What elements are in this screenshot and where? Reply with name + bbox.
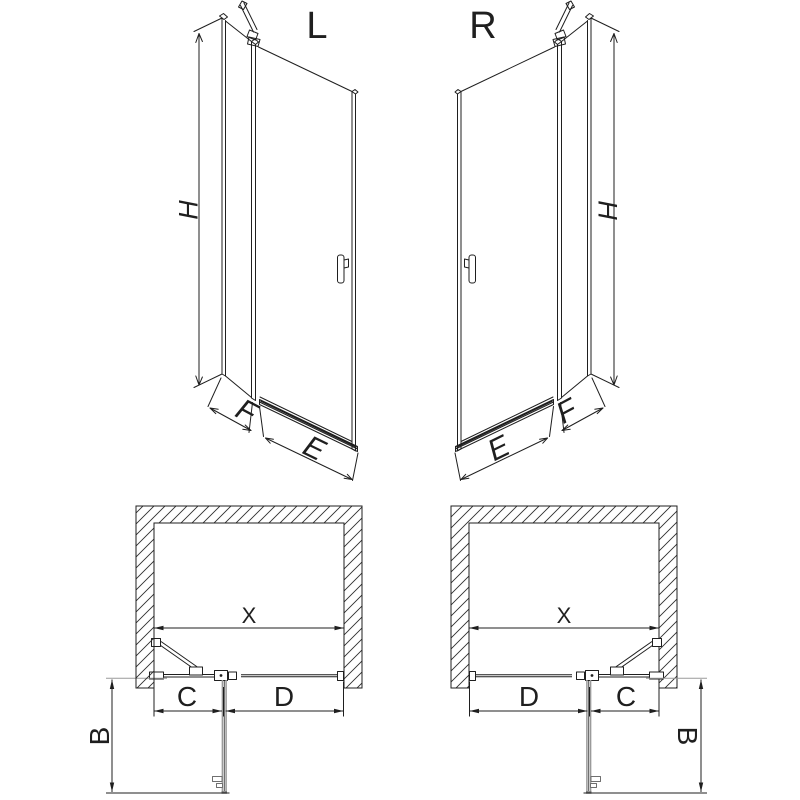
fixed-dim-label-left: F bbox=[230, 392, 263, 431]
door-dim-label-right: E bbox=[482, 429, 516, 468]
fixed-panel bbox=[226, 21, 259, 401]
door-handle bbox=[338, 255, 349, 283]
door-dim-label-left: E bbox=[297, 429, 331, 468]
plan-left-walls bbox=[136, 506, 362, 688]
fixed-plan-dim-label-right: C bbox=[615, 681, 637, 712]
variant-label-right: R bbox=[469, 5, 497, 47]
door-plan-dim-label-left: D bbox=[273, 681, 295, 712]
pivot-hinge-plan bbox=[215, 671, 237, 681]
depth-dim-label-right: B bbox=[672, 726, 703, 746]
opening-dim-label-right: X bbox=[556, 603, 572, 628]
b-dimension bbox=[106, 678, 230, 793]
plan-right-walls bbox=[451, 506, 677, 688]
variant-label-left: L bbox=[306, 5, 328, 47]
door-plan-dim-label-right: D bbox=[518, 681, 540, 712]
opening-dim-label-left: X bbox=[241, 603, 257, 628]
wall-profile bbox=[220, 14, 228, 377]
fixed-plan-dim-label-left: C bbox=[176, 681, 198, 712]
perspective-left-drawing bbox=[194, 1, 358, 481]
support-bar-plan bbox=[152, 639, 203, 676]
fixed-dim-label-right: F bbox=[550, 392, 583, 431]
perspective-right-drawing bbox=[455, 1, 623, 481]
door-panel bbox=[259, 47, 359, 451]
door-open-plan bbox=[213, 680, 228, 793]
height-dim-label-left: H bbox=[173, 200, 204, 220]
door-closed-plan bbox=[241, 672, 344, 681]
depth-dim-label-left: B bbox=[84, 726, 115, 746]
height-dim-label-right: H bbox=[592, 200, 623, 220]
